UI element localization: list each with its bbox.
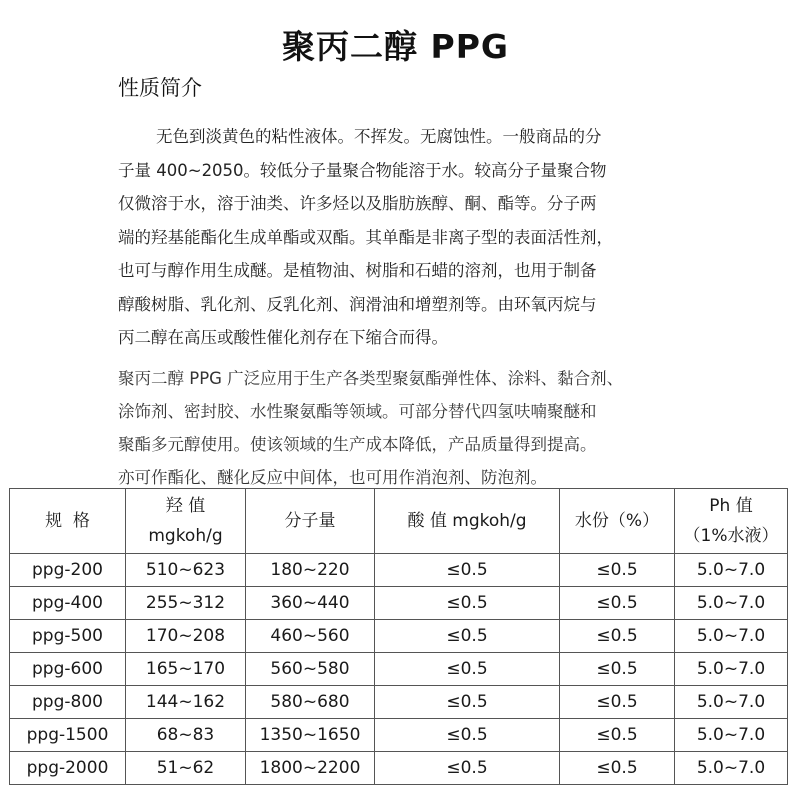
cell-acid-value: ≤0.5	[375, 554, 560, 587]
cell-acid-value: ≤0.5	[375, 620, 560, 653]
cell-hydroxyl: 165~170	[126, 653, 246, 686]
cell-spec: ppg-400	[10, 587, 126, 620]
header-molecular-weight: 分子量	[246, 489, 375, 554]
table-header-row	[10, 489, 788, 554]
header-moisture: 水份（%）	[560, 489, 675, 554]
table-row	[10, 587, 788, 620]
cell-acid-value: ≤0.5	[375, 752, 560, 785]
header-hydroxyl-label: 羟 值	[165, 496, 206, 516]
intro-line: 仅微溶于水，溶于油类、许多烃以及脂肪族醇、酮、酯等。分子两	[118, 194, 597, 213]
cell-ph: 5.0~7.0	[675, 554, 788, 587]
cell-spec: ppg-500	[10, 620, 126, 653]
table-row	[10, 686, 788, 719]
cell-moisture: ≤0.5	[560, 587, 675, 620]
cell-hydroxyl: 68~83	[126, 719, 246, 752]
table-row	[10, 653, 788, 686]
cell-moisture: ≤0.5	[560, 719, 675, 752]
cell-moisture: ≤0.5	[560, 554, 675, 587]
intro-paragraph	[118, 120, 698, 355]
header-acid-value: 酸 值 mgkoh/g	[375, 489, 560, 554]
cell-ph: 5.0~7.0	[675, 587, 788, 620]
cell-acid-value: ≤0.5	[375, 653, 560, 686]
table-row	[10, 620, 788, 653]
cell-acid-value: ≤0.5	[375, 686, 560, 719]
cell-hydroxyl: 255~312	[126, 587, 246, 620]
spec-table	[9, 488, 788, 785]
cell-ph: 5.0~7.0	[675, 686, 788, 719]
cell-moisture: ≤0.5	[560, 752, 675, 785]
cell-molecular-weight: 180~220	[246, 554, 375, 587]
header-hydroxyl-unit: mgkoh/g	[148, 526, 223, 546]
cell-spec: ppg-2000	[10, 752, 126, 785]
cell-hydroxyl: 510~623	[126, 554, 246, 587]
cell-hydroxyl: 170~208	[126, 620, 246, 653]
section-heading: 性质简介	[118, 76, 202, 100]
table-row	[10, 554, 788, 587]
cell-acid-value: ≤0.5	[375, 587, 560, 620]
cell-ph: 5.0~7.0	[675, 719, 788, 752]
application-paragraph	[118, 362, 718, 494]
cell-spec: ppg-1500	[10, 719, 126, 752]
header-hydroxyl	[126, 489, 246, 554]
cell-molecular-weight: 360~440	[246, 587, 375, 620]
intro-line: 丙二醇在高压或酸性催化剂存在下缩合而得。	[118, 328, 448, 347]
cell-molecular-weight: 1800~2200	[246, 752, 375, 785]
cell-spec: ppg-800	[10, 686, 126, 719]
cell-hydroxyl: 144~162	[126, 686, 246, 719]
cell-hydroxyl: 51~62	[126, 752, 246, 785]
cell-moisture: ≤0.5	[560, 686, 675, 719]
intro-line: 醇酸树脂、乳化剂、反乳化剂、润滑油和增塑剂等。由环氧丙烷与	[118, 294, 597, 314]
cell-ph: 5.0~7.0	[675, 620, 788, 653]
cell-molecular-weight: 580~680	[246, 686, 375, 719]
table-row	[10, 752, 788, 785]
header-ph	[675, 489, 788, 554]
application-line: 亦可作酯化、醚化反应中间体，也可用作消泡剂、防泡剂。	[118, 468, 547, 487]
cell-moisture: ≤0.5	[560, 653, 675, 686]
cell-moisture: ≤0.5	[560, 620, 675, 653]
intro-line: 无色到淡黄色的粘性液体。不挥发。无腐蚀性。一般商品的分	[156, 127, 602, 146]
cell-spec: ppg-200	[10, 554, 126, 587]
cell-molecular-weight: 460~560	[246, 620, 375, 653]
application-line: 聚丙二醇 PPG 广泛应用于生产各类型聚氨酯弹性体、涂料、黏合剂、	[118, 369, 624, 388]
intro-line: 子量 400~2050。较低分子量聚合物能溶于水。较高分子量聚合物	[118, 160, 607, 180]
intro-line: 也可与醇作用生成醚。是植物油、树脂和石蜡的溶剂，也用于制备	[118, 261, 597, 280]
cell-ph: 5.0~7.0	[675, 653, 788, 686]
header-spec: 规 格	[10, 489, 126, 554]
intro-line: 端的羟基能酯化生成单酯或双酯。其单酯是非离子型的表面活性剂，	[118, 227, 613, 247]
cell-molecular-weight: 1350~1650	[246, 719, 375, 752]
table-row	[10, 719, 788, 752]
header-ph-note: （1%水液）	[683, 526, 779, 546]
cell-spec: ppg-600	[10, 653, 126, 686]
application-line: 聚酯多元醇使用。使该领域的生产成本降低，产品质量得到提高。	[118, 435, 597, 454]
header-ph-label: Ph 值	[709, 496, 753, 516]
application-line: 涂饰剂、密封胶、水性聚氨酯等领域。可部分替代四氢呋喃聚醚和	[118, 402, 597, 421]
cell-molecular-weight: 560~580	[246, 653, 375, 686]
page-title: 聚丙二醇 PPG	[282, 27, 509, 67]
cell-acid-value: ≤0.5	[375, 719, 560, 752]
cell-ph: 5.0~7.0	[675, 752, 788, 785]
